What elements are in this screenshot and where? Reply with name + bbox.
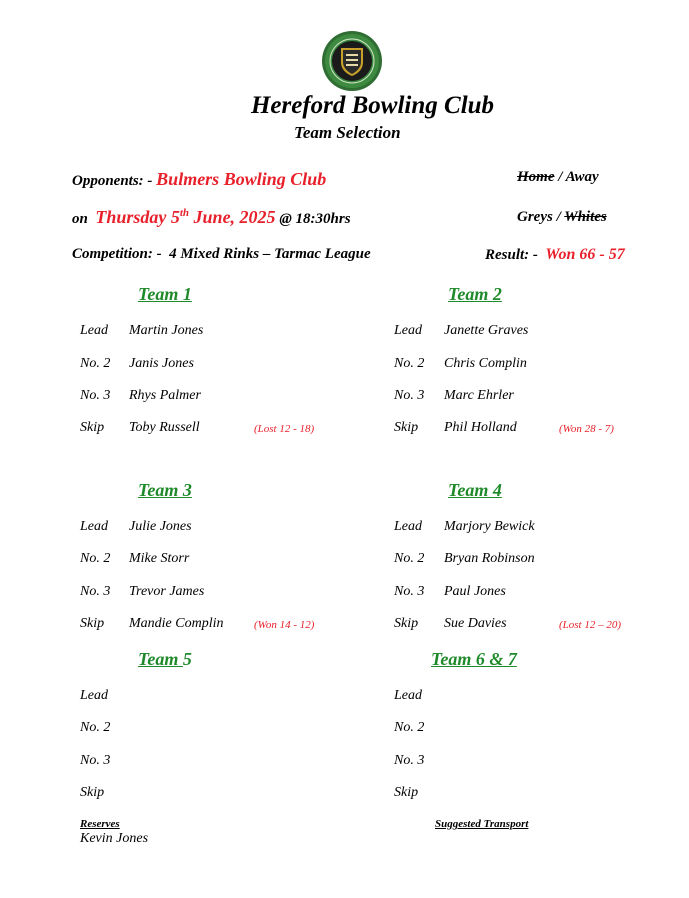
- team-1-pos-skip: Skip: [80, 420, 105, 435]
- team-5-pos-3: No. 3: [80, 753, 111, 768]
- club-crest-icon: [321, 30, 383, 92]
- team-2-pos-2: No. 2: [394, 356, 425, 371]
- home-away: [517, 169, 599, 186]
- opponents-label: Opponents: -: [72, 173, 153, 189]
- result-line: [485, 246, 625, 264]
- team-4-pos-skip: Skip: [394, 616, 419, 631]
- team-4-no3: Paul Jones: [444, 584, 506, 599]
- team-5-heading: Team 5: [138, 649, 192, 669]
- team-2-pos-lead: Lead: [394, 323, 422, 338]
- reserve-1: Kevin Jones: [80, 831, 149, 846]
- date-line: [72, 207, 351, 228]
- team-1-pos-3: No. 3: [80, 388, 111, 403]
- team-2-pos-3: No. 3: [394, 388, 425, 403]
- team-2-result: (Won 28 - 7): [559, 423, 614, 435]
- result-label: Result: -: [485, 247, 538, 263]
- greys-label: Greys /: [517, 209, 561, 225]
- team-3-pos-skip: Skip: [80, 616, 105, 631]
- opponents-line: [72, 169, 326, 190]
- team-5-pos-skip: Skip: [80, 785, 105, 800]
- home-struck: Home: [517, 169, 555, 185]
- team-2-pos-skip: Skip: [394, 420, 419, 435]
- team-3-skip: Mandie Complin: [129, 616, 224, 631]
- team-1-heading: Team 1: [138, 284, 192, 304]
- team-2-no2: Chris Complin: [444, 356, 527, 371]
- team-6-7-pos-lead: Lead: [394, 688, 422, 703]
- team-3-result: (Won 14 - 12): [254, 619, 315, 631]
- team-6-7-heading: Team 6 & 7: [431, 649, 517, 669]
- team-1-skip: Toby Russell: [129, 420, 200, 435]
- page-subtitle: Team Selection: [294, 123, 401, 142]
- team-2-skip: Phil Holland: [444, 420, 517, 435]
- team-4-pos-2: No. 2: [394, 551, 425, 566]
- team-4-lead: Marjory Bewick: [444, 519, 535, 534]
- team-3-pos-2: No. 2: [80, 551, 111, 566]
- opponents-name: Bulmers Bowling Club: [156, 169, 327, 189]
- team-6-7-pos-2: No. 2: [394, 720, 425, 735]
- team-1-pos-lead: Lead: [80, 323, 108, 338]
- competition-label: Competition: -: [72, 246, 162, 262]
- team-3-lead: Julie Jones: [129, 519, 192, 534]
- team-4-pos-3: No. 3: [394, 584, 425, 599]
- match-date: Thursday 5th June, 2025: [95, 207, 276, 227]
- team-6-7-pos-3: No. 3: [394, 753, 425, 768]
- team-5-pos-lead: Lead: [80, 688, 108, 703]
- club-name: Hereford Bowling Club: [250, 92, 495, 119]
- team-2-heading: Team 2: [448, 284, 502, 304]
- on-label: on: [72, 211, 88, 227]
- team-4-skip: Sue Davies: [444, 616, 507, 631]
- team-5-pos-2: No. 2: [80, 720, 111, 735]
- team-4-pos-lead: Lead: [394, 519, 422, 534]
- team-4-result: (Lost 12 – 20): [559, 619, 622, 631]
- competition-name: 4 Mixed Rinks – Tarmac League: [169, 246, 371, 262]
- transport-label: Suggested Transport: [435, 818, 529, 830]
- team-1-pos-2: No. 2: [80, 356, 111, 371]
- match-time: @ 18:30hrs: [279, 211, 351, 227]
- team-3-no3: Trevor James: [129, 584, 205, 599]
- whites-struck: Whites: [564, 209, 607, 225]
- team-3-pos-3: No. 3: [80, 584, 111, 599]
- team-4-heading: Team 4: [448, 480, 502, 500]
- team-3-no2: Mike Storr: [129, 551, 190, 566]
- team-1-result: (Lost 12 - 18): [254, 423, 315, 435]
- team-6-7-pos-skip: Skip: [394, 785, 419, 800]
- competition-line: [72, 246, 371, 263]
- colours: [517, 209, 607, 226]
- team-2-lead: Janette Graves: [444, 323, 529, 338]
- overall-result: Won 66 - 57: [545, 246, 625, 263]
- team-1-no3: Rhys Palmer: [129, 388, 201, 403]
- reserves-label: Reserves: [80, 818, 120, 830]
- team-1-lead: Martin Jones: [129, 323, 204, 338]
- away-label: / Away: [558, 169, 599, 185]
- team-3-heading: Team 3: [138, 480, 192, 500]
- team-2-no3: Marc Ehrler: [444, 388, 514, 403]
- team-3-pos-lead: Lead: [80, 519, 108, 534]
- team-1-no2: Janis Jones: [129, 356, 194, 371]
- team-4-no2: Bryan Robinson: [444, 551, 535, 566]
